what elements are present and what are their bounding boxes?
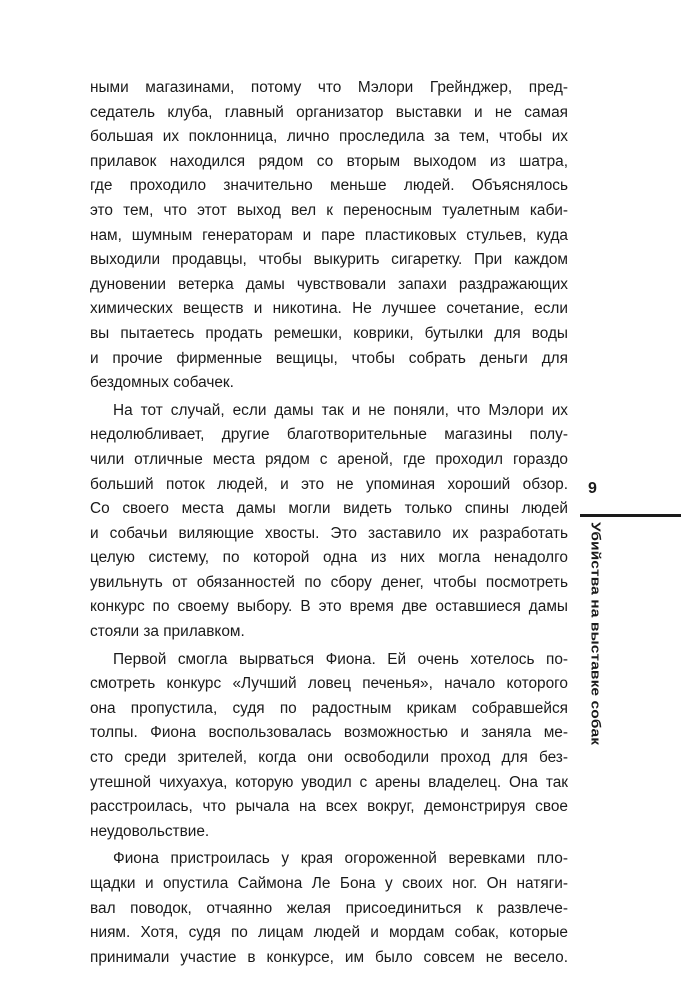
text-line: вал поводок, отчаянно желая присоединиться к развлече- — [90, 899, 568, 917]
margin-rule — [580, 514, 681, 517]
text-line: большая их поклонница, лично проследила за тем, чтобы их — [90, 128, 568, 146]
text-line: она пропустила, судя по радостным крикам собравшейся — [90, 699, 568, 717]
text-line: целую систему, по которой одна из них могла ненадолго — [90, 549, 568, 567]
text-line: сто среди зрителей, когда они освободили проход для без- — [90, 749, 568, 767]
text-line: химических веществ и никотина. Не лучшее сочетание, если — [90, 300, 568, 318]
text-line: расстроилась, что рычала на всех вокруг, демонстрируя свое — [90, 798, 568, 816]
text-line: утешной чихуахуа, которую уводил с арены владелец. Она так — [90, 773, 568, 791]
text-line: это тем, что этот выход вел к переносным туалетным каби- — [90, 201, 568, 219]
text-line: Фиона пристроилась у края огороженной веревками пло- — [113, 850, 568, 868]
running-title: Убийства на выставке собак — [588, 522, 603, 746]
text-line: и собачьи виляющие хвосты. Это заставило их разработать — [90, 524, 568, 542]
text-line: смотреть конкурс «Лучший ловец печенья», начало которого — [90, 675, 568, 693]
text-line: неудовольствие. — [90, 822, 210, 840]
text-line: недолюбливает, другие благотворительные магазины полу- — [90, 426, 568, 444]
text-line: ниям. Хотя, судя по лицам людей и мордам собак, которые — [90, 924, 568, 942]
text-line: дуновении ветерка дамы чувствовали запахи раздражающих — [90, 275, 568, 293]
text-line: вы пытаетесь продать ремешки, коврики, бутылки для воды — [90, 324, 568, 342]
paragraph-3 — [90, 648, 568, 845]
text-line: ными магазинами, потому что Мэлори Грейнджер, пред- — [90, 79, 568, 96]
text-line: На тот случай, если дамы так и не поняли, что Мэлори их — [113, 401, 568, 419]
text-line: увильнуть от обязанностей по сбору денег, чтобы посмотреть — [90, 573, 568, 591]
paragraph-1 — [90, 76, 568, 396]
text-line: прилавок находился рядом со вторым выходом из шатра, — [90, 152, 568, 170]
text-line: чили отличные места рядом с ареной, где проходил гораздо — [90, 450, 568, 468]
text-line: больший поток людей, и это не упоминая хороший обзор. — [90, 475, 568, 493]
text-line: где проходило значительно меньше людей. Объяснялось — [90, 177, 568, 195]
text-line: седатель клуба, главный организатор выставки и не самая — [90, 103, 568, 121]
text-line: и прочие фирменные вещицы, чтобы собрать деньги для — [90, 349, 568, 367]
text-line: бездомных собачек. — [90, 374, 234, 392]
paragraph-4 — [90, 847, 568, 970]
text-line: выходили продавцы, чтобы выкурить сигаретку. При каждом — [90, 251, 568, 269]
text-line: принимали участие в конкурсе, им было совсем не весело. — [90, 948, 568, 966]
paragraph-2 — [90, 399, 568, 645]
text-line: толпы. Фиона воспользовалась возможностью и заняла ме- — [90, 724, 568, 742]
body-text — [90, 76, 568, 970]
text-line: щадки и опустила Саймона Ле Бона у своих ног. Он натяги- — [90, 875, 568, 892]
text-line: нам, шумным генераторам и паре пластиковых стульев, куда — [90, 226, 568, 244]
text-line: Со своего места дамы могли видеть только спины людей — [90, 500, 568, 518]
text-line: Первой смогла вырваться Фиона. Ей очень хотелось по- — [113, 650, 568, 668]
page-number: 9 — [588, 480, 597, 497]
text-line: конкурс по своему выбору. В это время две оставшиеся дамы — [90, 598, 568, 616]
text-line: стояли за прилавком. — [90, 623, 245, 641]
